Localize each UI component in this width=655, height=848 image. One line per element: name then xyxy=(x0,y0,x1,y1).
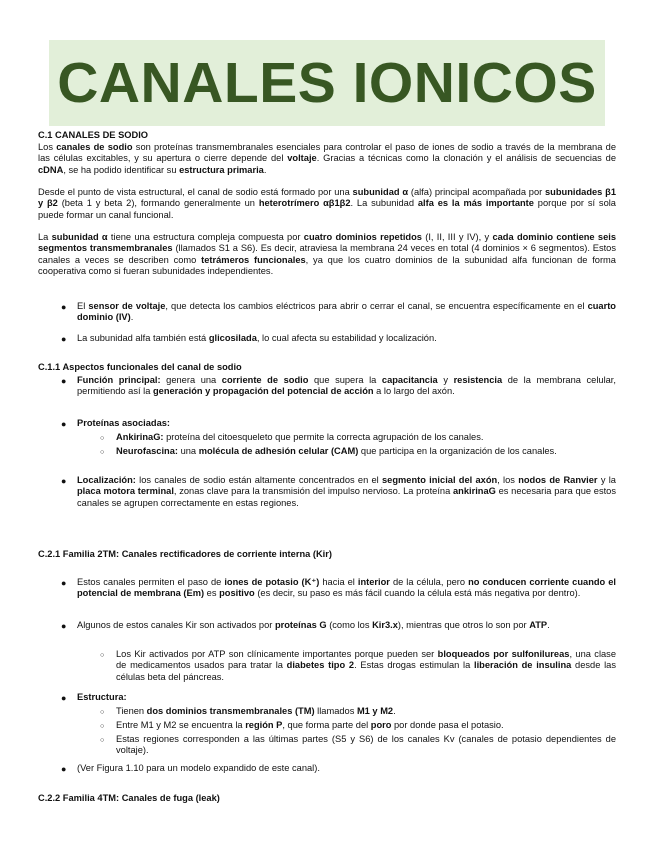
bullet-figure-ref: (Ver Figura 1.10 para un modelo expandido de este canal). xyxy=(77,763,320,773)
bullet-dot: ● xyxy=(61,764,67,774)
sub-bullet-sulfonylureas: Los Kir activados por ATP son clínicamente importantes porque pueden ser bloqueados por sulfonilureas, una clase de medicamentos usados para tratar la diabetes tipo 2. Estas drogas estimulan la liberación de insulina desde las células beta del páncreas. xyxy=(116,649,617,682)
sub-bullet-kv-regions: Estas regiones corresponden a las últimas partes (S5 y S6) de los canales Kv (canales de potasio dependientes de voltaje). xyxy=(116,734,616,756)
bullet-main-function: Función principal: genera una corriente de sodio que supera la capacitancia y resistencia de la membrana celular, permitiendo así la generación y propagación del potencial de acción a lo largo del axón. xyxy=(77,375,616,397)
sub-bullet-neurofascina: Neurofascina: una molécula de adhesión celular (CAM) que participa en la organización de los canales. xyxy=(116,446,557,456)
heading-c21: C.2.1 Familia 2TM: Canales rectificadores de corriente interna (Kir) xyxy=(38,549,332,559)
bullet-associated-proteins: Proteínas asociadas: xyxy=(77,418,171,428)
bullet-dot: ● xyxy=(61,419,67,429)
sub-bullet-circle: ○ xyxy=(100,652,105,659)
sub-bullet-ankirina: AnkirinaG: proteína del citoesqueleto que permite la correcta agrupación de los canales. xyxy=(116,432,484,442)
sub-bullet-circle: ○ xyxy=(100,435,105,442)
bullet-dot: ● xyxy=(61,578,67,588)
bullet-glycosylated: La subunidad alfa también está glicosilada, lo cual afecta su estabilidad y localización. xyxy=(77,333,437,343)
page-title: CANALES IONICOS xyxy=(57,51,597,115)
heading-c1: C.1 CANALES DE SODIO xyxy=(38,130,149,140)
heading-c11: C.1.1 Aspectos funcionales del canal de sodio xyxy=(38,362,242,372)
bullet-kir-potassium: Estos canales permiten el paso de iones de potasio (K⁺) hacia el interior de la célula, pero no conducen corriente cuando el potencial de membrana (Em) es positivo (es decir, su paso es más fácil cuando la célula está más negativa por dentro). xyxy=(77,577,617,599)
bullet-dot: ● xyxy=(61,693,67,703)
heading-c22: C.2.2 Familia 4TM: Canales de fuga (leak) xyxy=(38,793,220,803)
bullet-voltage-sensor: El sensor de voltaje, que detecta los cambios eléctricos para abrir o cerrar el canal, se encuentra específicamente en el cuarto dominio (IV). xyxy=(77,301,616,323)
sub-bullet-circle: ○ xyxy=(100,737,105,744)
sub-bullet-region-p: Entre M1 y M2 se encuentra la región P, que forma parte del poro por donde pasa el potasio. xyxy=(116,720,504,730)
sub-bullet-circle: ○ xyxy=(100,709,105,716)
bullet-localization: Localización: los canales de sodio están altamente concentrados en el segmento inicial del axón, los nodos de Ranvier y la placa motora terminal, zonas clave para la transmisión del impulso nervioso. La proteína ankirinaG es necesaria para que estos canales se agrupen correctamente en estas regiones. xyxy=(77,475,616,508)
paragraph-alpha: La subunidad α tiene una estructura compleja compuesta por cuatro dominios repetidos (I, II, III y IV), y cada dominio contiene seis segmentos transmembranales (llamados S1 a S6). Es decir, atraviesa la membrana 24 veces en total (4 dominios × 6 segmentos). Estos canales a veces se describen como tetrámeros funcionales, ya que los cuatro dominios de la subunidad alfa funcionan de forma cooperativa como si fueran subunidades independientes. xyxy=(38,232,616,277)
bullet-dot: ● xyxy=(61,302,67,312)
sub-bullet-circle: ○ xyxy=(100,449,105,456)
paragraph-intro: Los canales de sodio son proteínas transmembranales esenciales para controlar el paso de iones de sodio a través de la membrana de las células excitables, y su apertura o cierre depende del voltaje. Gracias a técnicas como la clonación y el análisis de secuencias de cDNA, se ha podido identificar su estructura primaria. xyxy=(38,142,616,175)
paragraph-structure: Desde el punto de vista estructural, el canal de sodio está formado por una subunidad α (alfa) principal acompañada por subunidades β1 y β2 (beta 1 y beta 2), formando generalmente un heterotrímero αβ1β2. La subunidad alfa es la más importante porque por sí sola puede formar un canal funcional. xyxy=(38,187,616,220)
bullet-dot: ● xyxy=(61,376,67,386)
sub-bullet-m1-m2: Tienen dos dominios transmembranales (TM) llamados M1 y M2. xyxy=(116,706,396,716)
bullet-structure: Estructura: xyxy=(77,692,127,702)
bullet-kir-activation: Algunos de estos canales Kir son activados por proteínas G (como los Kir3.x), mientras que otros lo son por ATP. xyxy=(77,620,550,630)
bullet-dot: ● xyxy=(61,621,67,631)
bullet-dot: ● xyxy=(61,476,67,486)
title-banner xyxy=(49,40,605,126)
sub-bullet-circle: ○ xyxy=(100,723,105,730)
bullet-dot: ● xyxy=(61,334,67,344)
